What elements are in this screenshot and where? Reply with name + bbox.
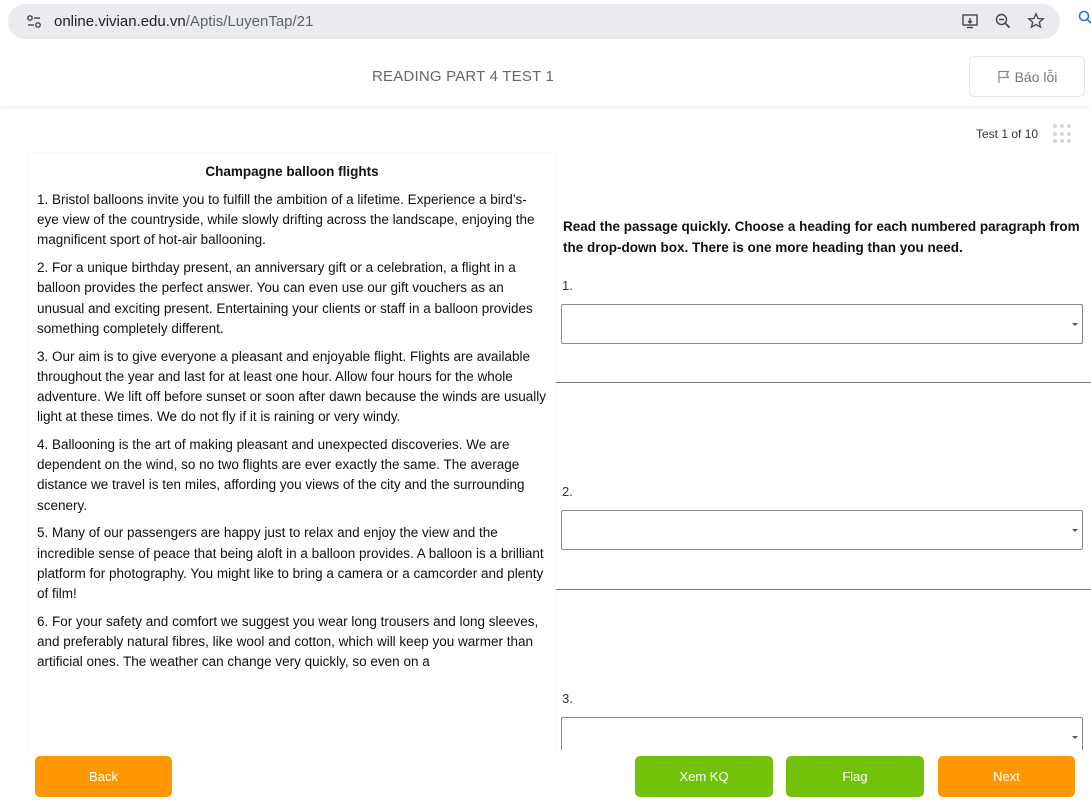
view-results-button[interactable]: Xem KQ	[635, 756, 773, 797]
passage-paragraph-1: 1. Bristol balloons invite you to fulfill the ambition of a lifetime. Experience a bird’s-eye view of the countryside, while slowly drifting across the landscape, enjoying the magnificent sport of hot-air ballooning.	[37, 192, 535, 248]
passage-paragraph-4: 4. Ballooning is the art of making pleasant and unexpected discoveries. We are dependent on the wind, so no two flights are ever exactly the same. The average distance we travel is ten miles, affording you views of the city and the surrounding scenery.	[37, 437, 525, 513]
url-text[interactable]: online.vivian.edu.vn/Aptis/LuyenTap/21	[54, 13, 314, 30]
question-divider	[556, 382, 1091, 383]
heading-select-1[interactable]	[561, 304, 1083, 344]
app-header	[0, 46, 1091, 106]
passage-paragraph-5: 5. Many of our passengers are happy just to relax and enjoy the view and the incredible sense of peace that being aloft in a balloon provides. A balloon is a brilliant platform for photography. You might like to bring a camera or a camcorder and plenty of film!	[37, 525, 544, 602]
passage-paragraph-3: 3. Our aim is to give everyone a pleasant and enjoyable flight. Flights are available throughout the year and last for at least one hour. Allow four hours for the whole adventure. We lift off before sunset or soon after dawn because the winds are usually light at these times. We do not fly if it is raining or very windy.	[37, 348, 547, 425]
search-icon[interactable]	[1078, 10, 1091, 29]
site-settings-icon[interactable]	[26, 14, 42, 30]
passage-paragraph-2: 2. For a unique birthday present, an anniversary gift or a celebration, a flight in a balloon provides the perfect answer. You can even use our gift vouchers as an unusual and exciting present. Entertaining your clients or staff in a balloon provides something completely different.	[37, 260, 533, 336]
next-button[interactable]: Next	[938, 756, 1075, 797]
chevron-down-icon	[1072, 529, 1078, 532]
chevron-down-icon	[1072, 736, 1078, 739]
flag-button[interactable]: Flag	[786, 756, 924, 797]
heading-select-3[interactable]	[561, 717, 1083, 750]
back-button[interactable]: Back	[35, 756, 172, 797]
question-panel	[556, 154, 1091, 750]
page-title: READING PART 4 TEST 1	[372, 68, 555, 85]
question-label-1: 1.	[562, 278, 573, 293]
install-app-icon[interactable]	[960, 12, 980, 32]
passage-paragraph-6: 6. For your safety and comfort we suggest you wear long trousers and long sleeves, and preferably natural fibres, like wool and cotton, which will keep you warmer than artificial ones. The weather can change very quickly, so even on a	[37, 613, 539, 670]
chevron-down-icon	[1072, 323, 1078, 326]
report-error-button[interactable]	[969, 56, 1085, 97]
report-error-label: Báo lỗi	[1014, 68, 1058, 85]
flag-outline-icon	[997, 70, 1011, 84]
bookmark-star-icon[interactable]	[1026, 12, 1046, 32]
question-grid-icon[interactable]	[1053, 124, 1073, 144]
zoom-icon[interactable]	[993, 12, 1013, 32]
question-divider	[556, 589, 1091, 590]
test-counter: Test 1 of 10	[976, 127, 1039, 141]
address-bar[interactable]	[8, 4, 1060, 39]
question-label-3: 3.	[562, 691, 573, 706]
heading-select-2[interactable]	[561, 510, 1083, 550]
browser-toolbar	[0, 0, 1091, 44]
question-instruction: Read the passage quickly. Choose a heading for each numbered paragraph from the drop-down box. There is one more heading than you need.	[563, 219, 1080, 255]
question-label-2: 2.	[562, 484, 573, 499]
passage-panel	[29, 154, 555, 750]
passage-title: Champagne balloon flights	[205, 164, 379, 179]
